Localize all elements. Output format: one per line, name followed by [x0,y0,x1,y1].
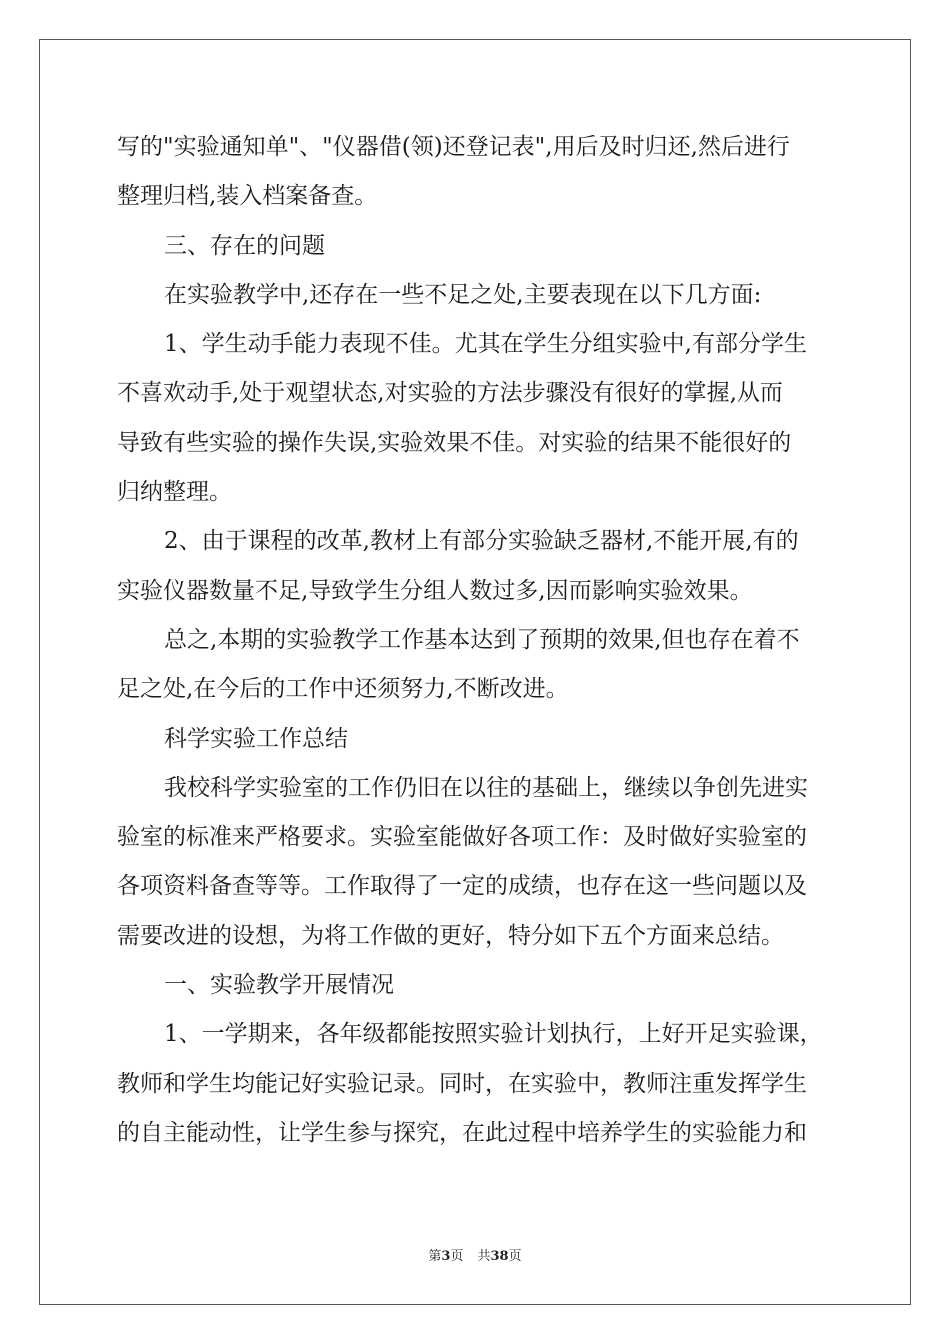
current-page-number: 3 [441,1249,451,1264]
total-page-count: 38 [490,1249,509,1264]
footer-total-prefix: 共 [477,1249,491,1264]
text-line: 需要改进的设想，为将工作做的更好，特分如下五个方面来总结。 [117,922,784,949]
text-line: 教师和学生均能记好实验记录。同时，在实验中，教师注重发挥学生 [117,1070,807,1097]
text-line: 总之,本期的实验教学工作基本达到了预期的效果,但也存在着不 [164,626,800,653]
text-line: 1、一学期来，各年级都能按照实验计划执行，上好开足实验课， [164,1021,823,1048]
page-footer [0,1245,950,1264]
text-line: 整理归档,装入档案备查。 [117,183,378,210]
text-line: 归纳整理。 [117,479,232,506]
text-line: 在实验教学中,还存在一些不足之处,主要表现在以下几方面: [164,281,762,308]
footer-prefix: 第 [428,1249,442,1264]
text-line: 验室的标准来严格要求。实验室能做好各项工作：及时做好实验室的 [117,824,807,851]
text-line: 不喜欢动手,处于观望状态,对实验的方法步骤没有很好的掌握,从而 [117,380,783,407]
text-line: 的自主能动性，让学生参与探究，在此过程中培养学生的实验能力和 [117,1119,807,1146]
section-heading: 三、存在的问题 [164,232,325,259]
document-title: 科学实验工作总结 [164,725,348,752]
text-line: 2、由于课程的改革,教材上有部分实验缺乏器材,不能开展,有的 [164,528,799,555]
text-line: 1、学生动手能力表现不佳。尤其在学生分组实验中,有部分学生 [164,331,807,358]
text-line: 导致有些实验的操作失误,实验效果不佳。对实验的结果不能很好的 [117,429,792,456]
text-line: 各项资料备查等等。工作取得了一定的成绩，也存在这一些问题以及 [117,873,807,900]
text-line: 我校科学实验室的工作仍旧在以往的基础上，继续以争创先进实 [164,774,808,801]
text-line: 实验仪器数量不足,导致学生分组人数过多,因而影响实验效果。 [117,577,753,604]
section-heading: 一、实验教学开展情况 [164,972,394,999]
text-line: 写的"实验通知单"、"仪器借(领)还登记表",用后及时归还,然后进行 [117,134,790,160]
footer-total-suffix: 页 [508,1249,522,1264]
footer-page-suffix: 页 [450,1249,464,1264]
text-line: 足之处,在今后的工作中还须努力,不断改进。 [117,676,569,703]
document-body [117,123,837,1158]
